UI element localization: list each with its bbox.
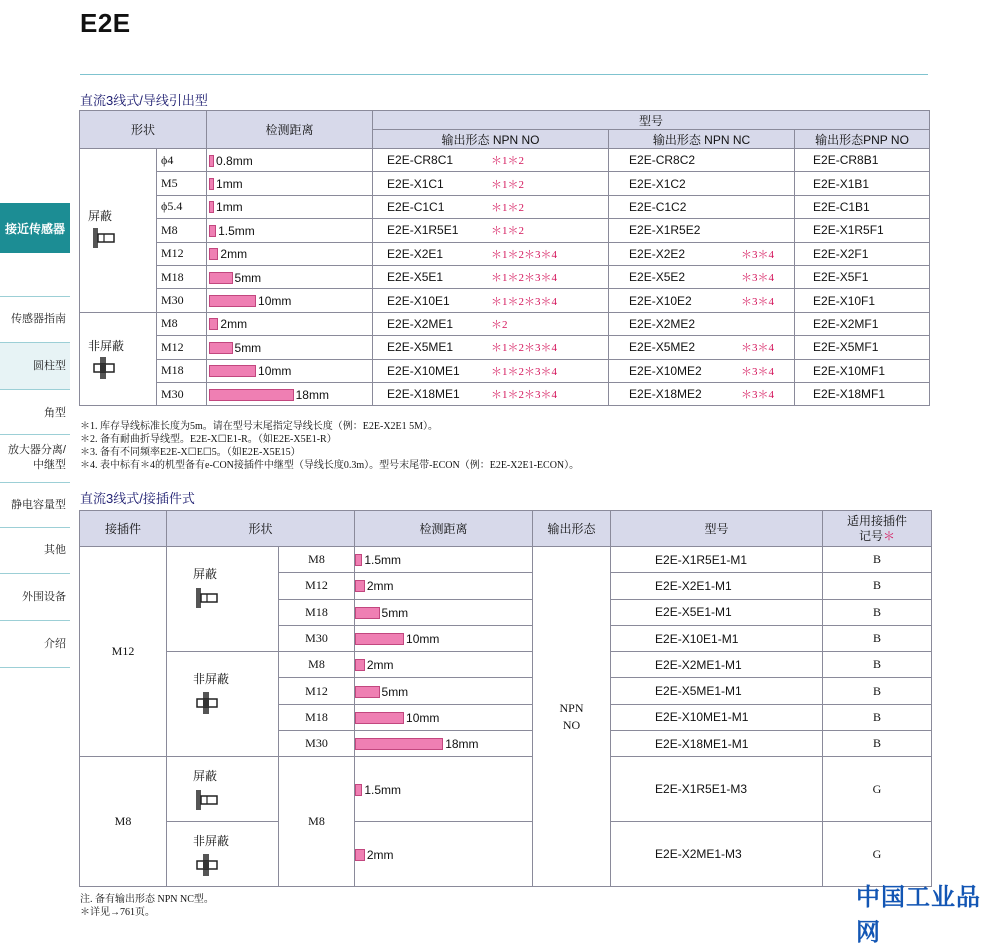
pnp-no-cell: E2E-X1R5F1 [795,219,930,242]
distance-bar [209,365,256,377]
model-number: E2E-X18ME1 [387,387,460,402]
npn-no-cell [373,359,609,382]
connector-code-cell: B [823,678,932,704]
model-cell: E2E-X10E1-M1 [611,625,823,651]
footnote-marks: ＊1＊2＊3＊4 [491,248,558,261]
shape-group-cell [167,547,279,652]
npn-no-cell [373,219,609,242]
distance-bar [209,248,218,260]
shape-group-label: 屏蔽 [193,769,218,784]
distance-bar [355,580,365,592]
distance-bar [355,686,380,698]
distance-label: 5mm [234,270,262,285]
output-line: NPN [559,700,584,715]
table-row [80,265,930,288]
npn-nc-cell [609,289,795,312]
size-cell: M8 [157,312,207,335]
table-row [80,312,930,335]
model-number: E2E-X5E2 [629,270,686,285]
section-title-lead-wire: 直流3线式/导线引出型 [80,93,208,108]
table-row [80,652,932,678]
connector-code-cell: B [823,652,932,678]
npn-nc-cell [609,195,795,218]
shape-group-cell [80,312,157,406]
distance-cell [355,704,533,730]
shape-group-cell [80,149,157,313]
header-code-line2: 记号＊ [859,528,896,543]
size-cell: M12 [157,336,207,359]
model-number: E2E-X5ME2 [629,340,696,355]
distance-bar [209,342,233,354]
model-cell: E2E-X5E1-M1 [611,599,823,625]
pnp-no-cell: E2E-X18MF1 [795,382,930,405]
distance-cell [355,652,533,678]
model-cell: E2E-X2ME1-M1 [611,652,823,678]
npn-no-cell [373,265,609,288]
header-shape: 形状 [80,111,207,149]
distance-cell [207,312,373,335]
distance-cell [355,822,533,887]
distance-label: 2mm [366,658,394,673]
sidebar-divider [0,296,70,297]
lead-wire-notes [80,420,579,472]
connector-model-table [79,510,932,887]
model-number: E2E-X2ME2 [629,316,696,331]
distance-label: 5mm [381,605,409,620]
distance-cell [355,731,533,757]
footnote-marks: ＊3＊4 [741,389,775,402]
note-line: ＊2. 备有耐曲折导线型。E2E-X☐E1-R。（如E2E-X5E1-R） [80,434,337,445]
model-cell: E2E-X10ME1-M1 [611,704,823,730]
header-npn-no: 输出形态 NPN NO [373,130,609,149]
npn-no-cell [373,382,609,405]
sidebar-divider [0,482,70,483]
table-row [80,195,930,218]
distance-cell [355,625,533,651]
npn-no-cell [373,312,609,335]
distance-bar [209,318,218,330]
connector-notes [80,893,214,919]
footnote-marks: ＊1＊2 [491,225,525,238]
header-connector-code [823,511,932,547]
model-number: E2E-X10E1 [387,293,450,308]
distance-cell [355,547,533,573]
model-number: E2E-X10ME1 [387,363,460,378]
size-cell: M12 [157,242,207,265]
sidebar-divider [0,527,70,528]
sidebar-item-amplifier[interactable]: 放大器分离/ 中继型 [7,444,66,471]
lead-wire-model-table [79,110,930,406]
model-number: E2E-C1C1 [387,199,445,214]
connector-code-cell: B [823,599,932,625]
footnote-marks: ＊3＊4 [741,365,775,378]
model-number: E2E-X5E1 [387,270,444,285]
distance-bar [355,633,404,645]
model-cell: E2E-X2E1-M1 [611,573,823,599]
distance-label: 5mm [234,340,262,355]
distance-bar [355,849,365,861]
header-pnp-no: 输出形态PNP NO [795,130,930,149]
distance-cell [207,195,373,218]
size-cell: M30 [279,625,355,651]
model-cell: E2E-X1R5E1-M3 [611,757,823,822]
npn-nc-cell [609,219,795,242]
output-cell [533,547,611,887]
size-cell: M5 [157,172,207,195]
footnote-marks: ＊1＊2 [491,155,525,168]
npn-nc-cell [609,382,795,405]
sidebar-divider [0,573,70,574]
distance-bar [209,225,216,237]
pnp-no-cell: E2E-X1B1 [795,172,930,195]
distance-bar [209,155,214,167]
model-number: E2E-X18ME2 [629,387,702,402]
output-line: NO [562,717,581,732]
npn-nc-cell [609,359,795,382]
shape-group-label: 非屏蔽 [88,338,125,353]
distance-cell [207,172,373,195]
size-cell: M12 [279,678,355,704]
distance-label: 10mm [406,710,440,725]
distance-label: 5mm [381,684,409,699]
sidebar-divider [0,667,70,668]
table-row [80,289,930,312]
shielded-sensor-icon [195,788,221,812]
npn-nc-cell [609,149,795,172]
table-row [80,382,930,405]
table-row [80,359,930,382]
distance-label: 1mm [216,177,243,191]
distance-bar [209,389,294,401]
distance-label: 1.5mm [364,553,402,568]
unshielded-sensor-icon [195,853,221,877]
size-cell: ϕ5.4 [157,195,207,218]
npn-nc-cell [609,242,795,265]
connector-code-cell: B [823,704,932,730]
table-row [80,149,930,172]
npn-no-cell [373,289,609,312]
size-cell: ϕ4 [157,149,207,172]
npn-no-cell [373,336,609,359]
distance-cell [207,336,373,359]
pnp-no-cell: E2E-X5F1 [795,265,930,288]
header-model: 型号 [611,511,823,547]
footnote-star: ＊ [883,528,896,543]
footnote-marks: ＊1＊2＊3＊4 [491,295,558,308]
pnp-no-cell: E2E-X2F1 [795,242,930,265]
model-number: E2E-X2ME1 [387,316,454,331]
sidebar-item-peripherals[interactable]: 外围设备 [22,591,66,603]
shape-group-cell [167,822,279,887]
shape-group-cell [167,652,279,757]
distance-bar [209,295,256,307]
distance-bar [355,659,365,671]
distance-cell [355,599,533,625]
distance-cell [207,242,373,265]
footnote-marks: ＊2 [491,318,508,331]
distance-cell [207,265,373,288]
distance-bar [355,554,362,566]
model-number: E2E-X1C1 [387,176,444,191]
npn-nc-cell [609,312,795,335]
header-connector: 接插件 [80,511,167,547]
note-line: ＊3. 备有不同频率E2E-X☐E☐5。（如E2E-X5E15） [80,447,301,458]
footnote-marks: ＊3＊4 [741,342,775,355]
connector-cell: M12 [80,547,167,757]
sidebar-item-proximity-sensor[interactable]: 接近传感器 [0,203,70,253]
size-cell: M8 [279,652,355,678]
distance-cell [355,573,533,599]
size-cell: M30 [157,382,207,405]
shape-group-cell [167,757,279,822]
shape-group-label: 非屏蔽 [193,672,230,687]
npn-no-cell [373,149,609,172]
model-number: E2E-X2E1 [387,246,444,261]
model-cell: E2E-X18ME1-M1 [611,731,823,757]
model-number: E2E-X1C2 [629,176,686,191]
distance-cell [355,757,533,822]
model-cell: E2E-X5ME1-M1 [611,678,823,704]
distance-bar [355,712,404,724]
distance-label: 0.8mm [216,153,253,168]
distance-label: 18mm [295,387,329,402]
model-number: E2E-X10ME2 [629,363,702,378]
connector-code-cell: B [823,547,932,573]
distance-label: 10mm [258,364,292,379]
note-line: ＊1. 库存导线标准长度为5m。请在型号末尾指定导线长度（例：E2E-X2E1 5M）。 [80,421,439,432]
size-cell: M18 [279,704,355,730]
distance-label: 10mm [406,631,440,646]
size-cell: M8 [157,219,207,242]
shape-group-label: 屏蔽 [193,567,218,581]
footnote-marks: ＊1＊2＊3＊4 [491,342,558,355]
table-row [80,172,930,195]
footnote-marks: ＊1＊2 [491,178,525,191]
header-distance: 检测距离 [207,111,373,149]
model-number: E2E-X5ME1 [387,340,454,355]
distance-bar [355,607,380,619]
npn-nc-cell [609,172,795,195]
shielded-sensor-icon [92,226,118,250]
footnote-marks: ＊3＊4 [741,295,775,308]
sidebar-item-sensor-guide[interactable]: 传感器指南 [11,313,66,325]
npn-nc-cell [609,265,795,288]
note-line: 注. 备有输出形态 NPN NC型。 [80,894,214,905]
size-cell: M8 [279,757,355,887]
size-cell: M30 [279,731,355,757]
pnp-no-cell: E2E-X5MF1 [795,336,930,359]
table-row [80,336,930,359]
distance-label: 2mm [366,579,394,594]
distance-cell [207,289,373,312]
distance-bar [355,784,362,796]
note-line: ＊详见→761页。 [80,907,155,918]
model-number: E2E-C1C2 [629,199,687,214]
sidebar-divider [0,620,70,621]
distance-label: 2mm [220,317,248,332]
size-cell: M12 [279,573,355,599]
distance-label: 1.5mm [218,223,255,238]
footnote-marks: ＊1＊2＊3＊4 [491,389,558,402]
connector-code-cell: B [823,731,932,757]
model-cell: E2E-X2ME1-M3 [611,822,823,887]
connector-code-cell: G [823,822,932,887]
pnp-no-cell: E2E-X2MF1 [795,312,930,335]
header-output: 输出形态 [533,511,611,547]
distance-cell [207,149,373,172]
model-number: E2E-X10E2 [629,293,692,308]
sidebar-item-square[interactable]: 角型 [44,407,66,419]
pnp-no-cell: E2E-X10MF1 [795,359,930,382]
connector-code-cell: B [823,573,932,599]
pnp-no-cell: E2E-CR8B1 [795,149,930,172]
distance-bar [209,272,233,284]
size-cell: M18 [157,359,207,382]
footnote-marks: ＊3＊4 [741,248,775,261]
distance-label: 1.5mm [364,782,402,797]
npn-no-cell [373,242,609,265]
table-row [80,219,930,242]
note-line: ＊4. 表中标有＊4的机型备有e-CON接插件中继型（导线长度0.3m）。型号末尾带-ECON（例：E2E-X2E1-ECON）。 [80,460,580,471]
sidebar-item-other[interactable]: 其他 [44,544,66,556]
shape-group-label: 屏蔽 [88,209,113,223]
table-row [80,822,932,887]
size-cell: M18 [157,265,207,288]
distance-cell [207,359,373,382]
distance-cell [207,219,373,242]
connector-cell: M8 [80,757,167,887]
table-row [80,757,932,822]
npn-nc-cell [609,336,795,359]
sidebar-item-cylindrical[interactable]: 圆柱型 [33,360,66,372]
table-row [80,547,932,573]
distance-cell [355,678,533,704]
header-npn-nc: 输出形态 NPN NC [609,130,795,149]
size-cell: M8 [279,547,355,573]
distance-label: 1mm [216,200,243,215]
model-number: E2E-X1R5E2 [629,223,701,238]
watermark-logo: 中国工业品网 [856,883,981,946]
model-number: E2E-CR8C2 [629,153,696,168]
sidebar-divider [0,434,70,435]
footnote-marks: ＊3＊4 [741,272,775,285]
sidebar-item-intro[interactable]: 介绍 [44,638,66,650]
model-number: E2E-X1R5E1 [387,223,459,238]
connector-code-cell: B [823,625,932,651]
size-cell: M18 [279,599,355,625]
distance-label: 18mm [445,737,479,752]
page-title: E2E [80,8,131,38]
distance-cell [207,382,373,405]
header-model: 型号 [373,111,930,130]
header-distance: 检测距离 [355,511,533,547]
pnp-no-cell: E2E-C1B1 [795,195,930,218]
distance-bar [355,738,443,750]
size-cell: M30 [157,289,207,312]
shielded-sensor-icon [195,586,221,610]
distance-bar [209,201,214,213]
npn-no-cell [373,172,609,195]
distance-bar [209,178,214,190]
footnote-marks: ＊1＊2＊3＊4 [491,272,558,285]
pnp-no-cell: E2E-X10F1 [795,289,930,312]
connector-code-cell: G [823,757,932,822]
sidebar-item-capacitive[interactable]: 静电容量型 [11,499,66,511]
distance-label: 2mm [366,847,394,862]
model-number: E2E-X2E2 [629,246,686,261]
npn-no-cell [373,195,609,218]
model-number: E2E-CR8C1 [387,153,454,168]
unshielded-sensor-icon [195,691,221,715]
footnote-marks: ＊1＊2 [491,201,525,214]
shape-group-label: 非屏蔽 [193,834,230,849]
footnote-marks: ＊1＊2＊3＊4 [491,365,558,378]
header-shape: 形状 [167,511,355,547]
distance-label: 2mm [220,247,248,262]
section-title-connector: 直流3线式/接插件式 [80,491,195,506]
table-row [80,242,930,265]
header-code-line1: 适用接插件 [847,513,908,528]
unshielded-sensor-icon [92,356,118,380]
model-cell: E2E-X1R5E1-M1 [611,547,823,573]
distance-label: 10mm [258,293,292,308]
sidebar-divider [0,389,70,390]
title-divider [80,74,928,75]
